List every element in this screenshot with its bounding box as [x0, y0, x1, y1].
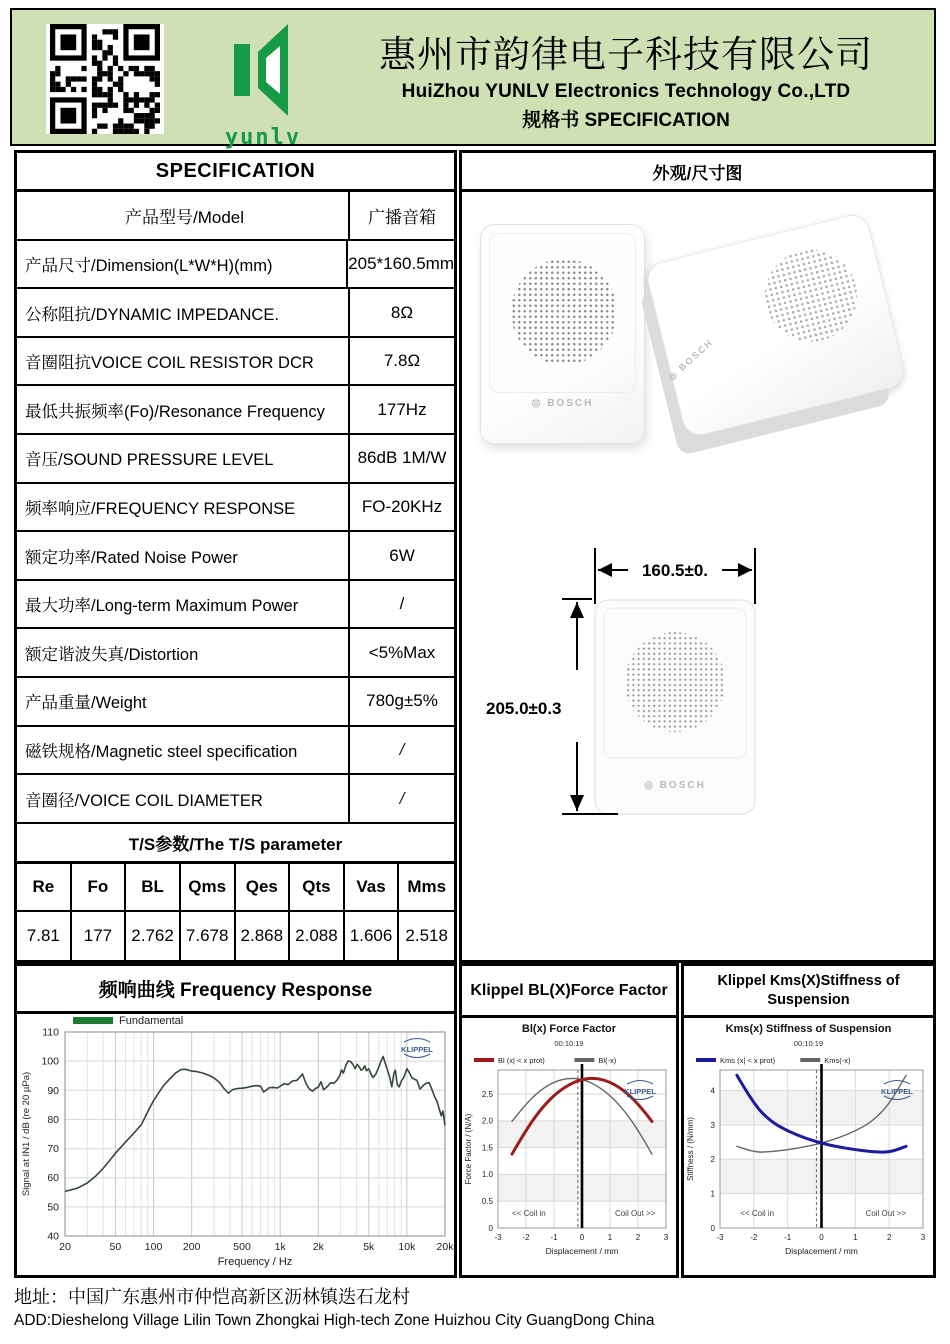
- ts-value-cell: 1.606: [345, 912, 400, 960]
- speaker-logo-icon: [226, 22, 300, 120]
- address-footer: [14, 1283, 934, 1330]
- svg-text:0: 0: [579, 1233, 585, 1242]
- spec-row-value: <5%Max: [368, 642, 436, 662]
- ts-header-cell: Qts: [290, 864, 345, 912]
- spec-row-label: 产品重量/Weight: [17, 678, 350, 725]
- spec-table-row: [17, 386, 454, 435]
- svg-text:20k: 20k: [436, 1241, 454, 1253]
- ts-value-cell: 2.868: [236, 912, 291, 960]
- svg-text:3: 3: [663, 1233, 669, 1242]
- svg-text:Bl(-x): Bl(-x): [598, 1056, 617, 1065]
- svg-text:2: 2: [710, 1155, 715, 1165]
- ts-header-cell: BL: [126, 864, 181, 912]
- svg-text:Signal at IN1 / dB (re 20 µPa): Signal at IN1 / dB (re 20 µPa): [21, 1071, 32, 1197]
- spec-table-row: [17, 532, 454, 581]
- ts-header-cell: Vas: [345, 864, 400, 912]
- ts-value-cell: 7.678: [181, 912, 236, 960]
- spec-row-label: 额定功率/Rated Noise Power: [17, 532, 350, 579]
- svg-text:Bl(x) Force Factor: Bl(x) Force Factor: [521, 1023, 617, 1035]
- speaker-angled-photo: [644, 211, 908, 439]
- svg-text:-3: -3: [494, 1233, 502, 1242]
- frequency-response-title: 频响曲线 Frequency Response: [17, 966, 454, 1014]
- spec-row-label: 公称阻抗/DYNAMIC IMPEDANCE.: [17, 289, 350, 336]
- document-header: [10, 8, 936, 150]
- svg-text:100: 100: [41, 1055, 59, 1068]
- logo-wordmark: yunlv: [224, 125, 302, 150]
- svg-text:205.0±0.3: 205.0±0.3: [486, 699, 562, 718]
- svg-text:1: 1: [607, 1233, 613, 1242]
- ts-header-cell: Re: [17, 864, 72, 912]
- address-en: ADD:Dieshelong Village Lilin Town Zhongkai High-tech Zone Huizhou City GuangDong China: [14, 1312, 655, 1329]
- svg-text:1.5: 1.5: [481, 1143, 493, 1153]
- bosch-logo: ◎ BOSCH: [666, 336, 716, 383]
- spec-row-value: 780g±5%: [366, 691, 438, 711]
- dimension-diagram: [480, 542, 800, 852]
- svg-text:1: 1: [710, 1189, 715, 1199]
- qr-code-icon: [46, 24, 164, 134]
- frequency-response-panel: [14, 963, 457, 1278]
- svg-text:0: 0: [819, 1233, 824, 1242]
- spec-row-value: /: [399, 594, 405, 614]
- bl-force-factor-panel: [459, 963, 679, 1278]
- svg-text:00:10:19: 00:10:19: [793, 1039, 824, 1048]
- bl-force-factor-title: Klippel BL(X)Force Factor: [462, 966, 676, 1018]
- svg-text:Stiffness / (N/mm): Stiffness / (N/mm): [686, 1117, 695, 1181]
- svg-text:<< Coil in: << Coil in: [740, 1209, 775, 1218]
- doc-type-label: 规格书 SPECIFICATION: [522, 110, 730, 131]
- spec-table-row: [17, 338, 454, 387]
- speaker-grille: [511, 259, 617, 365]
- svg-text:◎ BOSCH: ◎ BOSCH: [644, 780, 706, 791]
- ts-header-cell: Fo: [72, 864, 127, 912]
- spec-row-value: 8Ω: [390, 302, 414, 322]
- svg-text:500: 500: [233, 1241, 251, 1253]
- spec-section-title: SPECIFICATION: [14, 150, 457, 192]
- spec-table-row: [17, 678, 454, 727]
- spec-row-value: FO-20KHz: [361, 496, 443, 516]
- ts-value-cell: 2.518: [405, 926, 448, 945]
- spec-row-value: 205*160.5mm: [348, 253, 454, 273]
- svg-text:1k: 1k: [274, 1241, 286, 1253]
- company-name-cn: 惠州市韵律电子科技有限公司: [379, 33, 873, 76]
- svg-text:-1: -1: [784, 1233, 792, 1242]
- ts-value-cell: 2.762: [126, 912, 181, 960]
- spec-table-row: [17, 727, 454, 776]
- spec-table-row: [17, 629, 454, 678]
- svg-text:4: 4: [710, 1086, 715, 1096]
- ts-header-cell: Mms: [399, 864, 454, 912]
- svg-text:2.5: 2.5: [481, 1089, 493, 1099]
- svg-text:Displacement / mm: Displacement / mm: [785, 1246, 858, 1256]
- svg-text:-2: -2: [522, 1233, 530, 1242]
- svg-text:3: 3: [710, 1120, 715, 1130]
- svg-text:<< Coil in: << Coil in: [511, 1209, 546, 1218]
- svg-text:00:10:19: 00:10:19: [554, 1039, 584, 1048]
- spec-row-label: 额定谐波失真/Distortion: [17, 629, 350, 676]
- svg-text:Coil Out >>: Coil Out >>: [865, 1209, 907, 1218]
- svg-text:110: 110: [42, 1026, 59, 1039]
- svg-text:160.5±0.: 160.5±0.: [641, 561, 709, 580]
- svg-text:-1: -1: [550, 1233, 558, 1242]
- svg-text:1: 1: [853, 1233, 858, 1242]
- spec-row-value: 86dB 1M/W: [357, 448, 447, 468]
- appearance-panel: [459, 192, 936, 963]
- svg-text:50: 50: [47, 1201, 59, 1214]
- spec-row-value: 6W: [389, 545, 415, 565]
- ts-parameter-table: [17, 864, 454, 960]
- spec-row-label: 音圈阻抗VOICE COIL RESISTOR DCR: [17, 338, 350, 385]
- svg-text:2.0: 2.0: [481, 1116, 493, 1126]
- svg-text:3: 3: [920, 1233, 926, 1242]
- svg-text:KLIPPEL: KLIPPEL: [624, 1087, 656, 1096]
- spec-table-row: [17, 435, 454, 484]
- spec-table-row: [17, 775, 454, 822]
- svg-text:Displacement / mm: Displacement / mm: [545, 1246, 619, 1256]
- spec-row-label: 音压/SOUND PRESSURE LEVEL: [17, 435, 350, 482]
- svg-text:Kms(x) Stiffness of Suspension: Kms(x) Stiffness of Suspension: [725, 1023, 892, 1035]
- svg-text:Kms(-x): Kms(-x): [824, 1056, 851, 1065]
- speaker-grille: [755, 240, 867, 352]
- ts-header-cell: Qms: [181, 864, 236, 912]
- spec-table: [14, 192, 457, 963]
- spec-rows: [17, 192, 454, 822]
- spec-row-value: /: [399, 740, 405, 759]
- svg-text:1.0: 1.0: [481, 1170, 493, 1180]
- kms-stiffness-panel: [681, 963, 936, 1278]
- spec-table-row: [17, 289, 454, 338]
- company-name-en: HuiZhou YUNLV Electronics Technology Co.,LTD: [401, 80, 851, 102]
- spec-row-value: 广播音箱: [368, 207, 436, 227]
- header-text: [332, 16, 920, 138]
- ts-parameter-title: T/S参数/The T/S parameter: [17, 822, 454, 864]
- spec-row-label: 产品型号/Model: [17, 192, 350, 239]
- svg-text:Coil Out >>: Coil Out >>: [614, 1209, 656, 1218]
- svg-text:70: 70: [47, 1143, 59, 1156]
- spec-table-row: [17, 581, 454, 630]
- svg-text:90: 90: [47, 1084, 59, 1097]
- spec-table-row: [17, 192, 454, 241]
- ts-value-cell: 2.088: [290, 912, 345, 960]
- ts-value-cell: 7.81: [17, 912, 72, 960]
- yunlv-logo: [208, 22, 318, 148]
- svg-text:0: 0: [488, 1223, 493, 1233]
- spec-row-label: 最大功率/Long-term Maximum Power: [17, 581, 350, 628]
- spec-row-label: 音圈径/VOICE COIL DIAMETER: [17, 775, 350, 822]
- spec-table-row: [17, 241, 454, 290]
- spec-row-label: 频率响应/FREQUENCY RESPONSE: [17, 484, 350, 531]
- appearance-section-title: 外观/尺寸图: [459, 150, 936, 192]
- spec-row-value: /: [399, 788, 405, 808]
- svg-text:0.5: 0.5: [481, 1197, 493, 1207]
- svg-text:-2: -2: [750, 1233, 758, 1242]
- spec-row-value: 7.8Ω: [383, 351, 421, 371]
- svg-text:10k: 10k: [398, 1241, 416, 1253]
- bl-force-factor-chart: [462, 1018, 676, 1275]
- svg-text:Bl (x| < x prot): Bl (x| < x prot): [498, 1056, 545, 1065]
- svg-text:2: 2: [886, 1233, 892, 1242]
- qr-code: [46, 24, 164, 134]
- ts-header-cell: Qes: [236, 864, 291, 912]
- svg-text:KLIPPEL: KLIPPEL: [881, 1087, 913, 1096]
- kms-stiffness-chart: [684, 1018, 933, 1275]
- svg-text:5k: 5k: [363, 1241, 375, 1253]
- address-cn: 地址：中国广东惠州市仲恺高新区沥林镇迭石龙村: [14, 1287, 410, 1308]
- svg-text:Kms (x| < x prot): Kms (x| < x prot): [720, 1056, 776, 1065]
- bosch-logo: ◎ BOSCH: [531, 398, 594, 409]
- kms-stiffness-title: Klippel Kms(X)Stiffness of Suspension: [684, 966, 933, 1018]
- svg-text:Force Factor / (N/A): Force Factor / (N/A): [464, 1113, 473, 1185]
- svg-text:40: 40: [47, 1230, 59, 1243]
- svg-text:20: 20: [59, 1241, 71, 1253]
- svg-text:2k: 2k: [312, 1241, 324, 1253]
- frequency-response-chart: [17, 1014, 454, 1275]
- svg-text:200: 200: [182, 1241, 201, 1253]
- svg-text:60: 60: [47, 1172, 59, 1185]
- svg-text:50: 50: [109, 1241, 122, 1253]
- spec-row-value: 177Hz: [377, 399, 427, 419]
- svg-text:Fundamental: Fundamental: [119, 1015, 184, 1027]
- speaker-front-photo: [480, 224, 645, 444]
- spec-row-label: 产品尺寸/Dimension(L*W*H)(mm): [17, 241, 348, 288]
- spec-row-label: 最低共振频率(Fo)/Resonance Frequency: [17, 386, 350, 433]
- svg-text:Frequency / Hz: Frequency / Hz: [217, 1256, 293, 1268]
- svg-text:0: 0: [710, 1223, 715, 1233]
- spec-table-row: [17, 484, 454, 533]
- ts-value-cell: 177: [72, 912, 127, 960]
- svg-text:2: 2: [635, 1233, 641, 1242]
- svg-text:100: 100: [144, 1241, 163, 1253]
- svg-text:-3: -3: [716, 1233, 724, 1242]
- svg-text:80: 80: [47, 1113, 59, 1126]
- svg-text:KLIPPEL: KLIPPEL: [401, 1045, 433, 1054]
- spec-row-label: 磁铁规格/Magnetic steel specification: [17, 727, 350, 774]
